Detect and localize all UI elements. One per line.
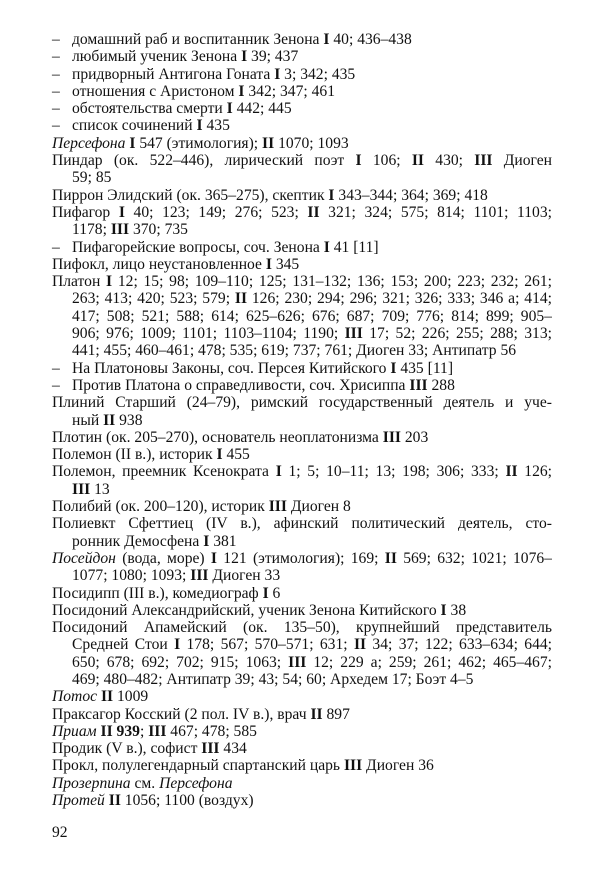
index-entry-line (52, 152, 552, 169)
subentry-dash: – (52, 31, 60, 48)
index-text: 6 (268, 584, 281, 602)
volume-number: I (118, 203, 125, 221)
index-continuation-line (52, 567, 552, 584)
index-text: 1056; 1100 (воздух) (120, 792, 254, 810)
italic-term: Прозерпина (52, 774, 131, 792)
index-text: Прокл, полулегендарный спартанский царь (52, 757, 344, 775)
subentry-dash: – (52, 48, 60, 66)
index-text: 203 (400, 428, 429, 446)
index-text: 435 (202, 117, 230, 135)
index-text: домашний раб и воспитанник Зенона (72, 31, 324, 48)
index-text: 650; 678; 692; 702; 915; 1063; (72, 653, 289, 671)
index-text: отношения с Аристоном (72, 82, 239, 100)
index-text: 569; 632; 1021; 1076– (396, 549, 552, 567)
volume-number: II (103, 411, 116, 429)
index-entry-line (52, 394, 552, 411)
index-entry-line (52, 619, 552, 636)
index-text: любимый ученик Зенона (72, 48, 242, 66)
index-entry-line (52, 723, 552, 740)
index-subentry-line (52, 377, 552, 394)
italic-term: Посейдон (52, 549, 116, 567)
volume-number: I (174, 636, 181, 654)
volume-number: I (355, 152, 362, 170)
index-text: Диоген 8 (286, 498, 351, 516)
index-text: Посидоний Александрийский, ученик Зенона Китийского (52, 601, 441, 619)
index-text: 39; 437 (247, 48, 299, 66)
index-text: Плиний Старший (24–79), римский государственный деятель и уче- (52, 394, 552, 412)
index-text: см. (130, 774, 160, 792)
index-text: Пифагорейские вопросы, соч. Зенона (72, 238, 324, 256)
volume-number: III (148, 722, 167, 740)
index-text: (вода, море) (115, 549, 211, 567)
index-continuation-line (52, 636, 552, 653)
index-entry-line (52, 688, 552, 705)
volume-number: III (288, 653, 307, 671)
subentry-dash: – (52, 117, 60, 135)
index-text: 441; 455; 460–461; 478; 535; 619; 737; 761; Диоген 33; Антипатр 56 (72, 342, 517, 360)
index-text: Платон (52, 273, 107, 291)
index-text: 12; 15; 98; 109–110; 125; 131–132; 136; 153; 200; 223; 232; 261; (112, 273, 552, 291)
index-text: 126; 230; 294; 296; 321; 326; 333; 346 a; 414; (247, 290, 552, 308)
volume-number: I (262, 584, 269, 602)
subentry-dash: – (52, 100, 60, 118)
index-text: 342; 347; 461 (244, 82, 336, 100)
volume-number: I (226, 100, 233, 118)
index-entry-line (52, 775, 552, 792)
index-text: Диоген 36 (362, 757, 434, 775)
index-subentry-line (52, 66, 552, 83)
index-text: 126; (517, 463, 552, 481)
index-text: 13 (90, 480, 110, 498)
index-text: Пифокл, лицо неустановленное (52, 255, 266, 273)
volume-number: II (505, 463, 518, 481)
volume-number: I (210, 549, 217, 567)
index-text: Полиевкт Сфеттиец (IV в.), афинский политический деятель, сто- (52, 515, 552, 533)
volume-number: III (72, 480, 91, 498)
index-entry-line (52, 446, 552, 463)
index-text: Продик (V в.), софист (52, 740, 202, 758)
index-text: 417; 508; 521; 588; 614; 625–626; 676; 687; 709; 776; 814; 899; 905– (72, 307, 552, 325)
index-text: 370; 735 (129, 221, 188, 239)
index-subentry-line (52, 48, 552, 65)
index-page-body (52, 31, 552, 809)
italic-term: Потос (52, 688, 98, 706)
volume-number: I (216, 446, 223, 464)
index-continuation-line (52, 533, 552, 550)
italic-term: Персефона (52, 134, 126, 152)
index-text: 321; 324; 575; 814; 1101; 1103; (319, 203, 552, 221)
index-text: Диоген (492, 152, 552, 170)
volume-number: III (201, 740, 220, 758)
volume-number: I (238, 82, 245, 100)
volume-number: I (323, 31, 330, 48)
index-text: 547 (этимология); (135, 134, 263, 152)
index-text: На Платоновы Законы, соч. Персея Китийского (72, 359, 391, 377)
index-text: 455 (222, 446, 250, 464)
index-text: 897 (322, 705, 350, 723)
volume-number: II (411, 152, 424, 170)
index-text: 1009 (113, 688, 149, 706)
volume-number: III (268, 498, 287, 516)
index-entry-line (52, 204, 552, 221)
index-subentry-line (52, 83, 552, 100)
volume-number: III (474, 152, 493, 170)
italic-term: Персефона (159, 774, 233, 792)
index-text: 1070; 1093 (274, 134, 349, 152)
index-continuation-line (52, 481, 552, 498)
index-text: 469; 480–482; Антипатр 39; 43; 54; 60; Архедем 17; Боэт 4–5 (72, 670, 474, 688)
volume-number: I (203, 532, 210, 550)
volume-number: I (274, 65, 281, 83)
subentry-dash: – (52, 359, 60, 377)
volume-number: II (108, 792, 121, 810)
index-text: Полемон, преемник Ксенократа (52, 463, 276, 481)
index-subentry-line (52, 117, 552, 134)
index-text: 34; 37; 122; 633–634; 644; (366, 636, 552, 654)
index-entry-line (52, 706, 552, 723)
index-text: Против Платона о справедливости, соч. Хрисиппа (72, 376, 410, 394)
index-text: Пиррон Элидский (ок. 365–275), скептик (52, 186, 329, 204)
volume-number: II (384, 549, 397, 567)
index-subentry-line (52, 360, 552, 377)
index-text: 1077; 1080; 1093; (72, 567, 191, 585)
index-text: 345 (271, 255, 300, 273)
index-text: Пифагор (52, 203, 119, 221)
index-text: Посидоний Апамейский (ок. 135–50), крупнейший представитель (52, 619, 552, 637)
index-text: 3; 342; 435 (280, 65, 356, 83)
index-text: ный (72, 411, 104, 429)
index-text: 40; 436–438 (329, 31, 412, 48)
index-subentry-line (52, 31, 552, 48)
italic-term: Протей (52, 792, 105, 810)
index-text: 343–344; 364; 369; 418 (334, 186, 488, 204)
volume-number: I (328, 186, 335, 204)
index-text: 41 [11] (329, 238, 379, 256)
index-text: 288 (427, 376, 455, 394)
index-text: 38 (446, 601, 467, 619)
volume-number: III (382, 428, 401, 446)
volume-number: I (129, 134, 136, 152)
index-text: 40; 123; 149; 276; 523; (124, 203, 308, 221)
index-continuation-line (52, 308, 552, 325)
index-text: 1; 5; 10–11; 13; 198; 306; 333; (281, 463, 506, 481)
index-entry-line (52, 757, 552, 774)
index-text: 435 [11] (396, 359, 454, 377)
index-text: ; (139, 722, 149, 740)
index-entry-line (52, 429, 552, 446)
volume-number: II 939 (100, 722, 140, 740)
index-entry-line (52, 602, 552, 619)
index-text: Посидипп (III в.), комедиограф (52, 584, 263, 602)
index-text: Диоген 33 (208, 567, 281, 585)
index-text: придворный Антигона Гоната (72, 65, 275, 83)
index-text: Плотин (ок. 205–270), основатель неоплатонизма (52, 428, 383, 446)
index-continuation-line (52, 325, 552, 342)
italic-term: Приам (52, 722, 97, 740)
volume-number: II (234, 290, 248, 308)
volume-number: I (275, 463, 282, 481)
subentry-dash: – (52, 376, 60, 394)
index-entry-line (52, 740, 552, 757)
page-number: 92 (52, 824, 68, 841)
index-entry-line (52, 463, 552, 480)
subentry-dash: – (52, 238, 60, 256)
index-entry-line (52, 515, 552, 532)
subentry-dash: – (52, 82, 60, 100)
volume-number: III (344, 325, 363, 343)
index-text: Полибий (ок. 200–120), историк (52, 498, 269, 516)
volume-number: II (262, 134, 275, 152)
index-continuation-line (52, 169, 552, 186)
index-text: 106; (361, 152, 412, 170)
volume-number: III (110, 221, 130, 239)
index-text: 59; 85 (72, 169, 112, 187)
volume-number: I (265, 255, 272, 273)
index-text: 381 (209, 532, 237, 550)
volume-number: I (196, 117, 203, 135)
volume-number: II (353, 636, 367, 654)
index-text: 12; 229 a; 259; 261; 462; 465–467; (306, 653, 552, 671)
index-continuation-line (52, 654, 552, 671)
index-entry-line (52, 273, 552, 290)
volume-number: I (323, 238, 330, 256)
volume-number: I (440, 601, 447, 619)
index-text: 17; 52; 226; 255; 288; 313; (362, 325, 552, 343)
index-text: 178; 567; 570–571; 631; (180, 636, 354, 654)
volume-number: II (100, 688, 114, 706)
index-text: Праксагор Косский (2 пол. IV в.), врач (52, 705, 311, 723)
index-text: Средней Стои (72, 636, 175, 654)
index-entry-line (52, 135, 552, 152)
index-text: 263; 413; 420; 523; 579; (72, 290, 235, 308)
volume-number: III (190, 567, 209, 585)
index-text: Полемон (II в.), историк (52, 446, 217, 464)
index-entry-line (52, 550, 552, 567)
volume-number: III (409, 376, 428, 394)
index-text: 442; 445 (232, 100, 292, 118)
index-text: 1178; (72, 221, 111, 239)
index-text: Пиндар (ок. 522–446), лирический поэт (52, 152, 356, 170)
index-subentry-line (52, 100, 552, 117)
index-text: ронник Демосфена (72, 532, 204, 550)
index-text: 430; (424, 152, 475, 170)
index-entry-line (52, 498, 552, 515)
subentry-dash: – (52, 65, 60, 83)
index-text: 906; 976; 1009; 1101; 1103–1104; 1190; (72, 325, 345, 343)
index-continuation-line (52, 290, 552, 307)
index-entry-line (52, 256, 552, 273)
volume-number: II (310, 705, 323, 723)
index-text: 938 (115, 411, 143, 429)
index-continuation-line (52, 412, 552, 429)
volume-number: I (106, 273, 113, 291)
volume-number: II (307, 203, 320, 221)
index-entry-line (52, 585, 552, 602)
index-text: 434 (219, 740, 247, 758)
volume-number: I (390, 359, 397, 377)
index-entry-line (52, 792, 552, 809)
index-entry-line (52, 187, 552, 204)
index-text: обстоятельства смерти (72, 100, 227, 118)
index-text: 121 (этимология); 169; (216, 549, 385, 567)
volume-number: I (241, 48, 248, 66)
index-continuation-line (52, 221, 552, 238)
volume-number: III (343, 757, 363, 775)
index-text: 467; 478; 585 (166, 722, 257, 740)
index-subentry-line (52, 239, 552, 256)
index-text: список сочинений (72, 117, 197, 135)
index-continuation-line (52, 671, 552, 688)
index-continuation-line (52, 342, 552, 359)
